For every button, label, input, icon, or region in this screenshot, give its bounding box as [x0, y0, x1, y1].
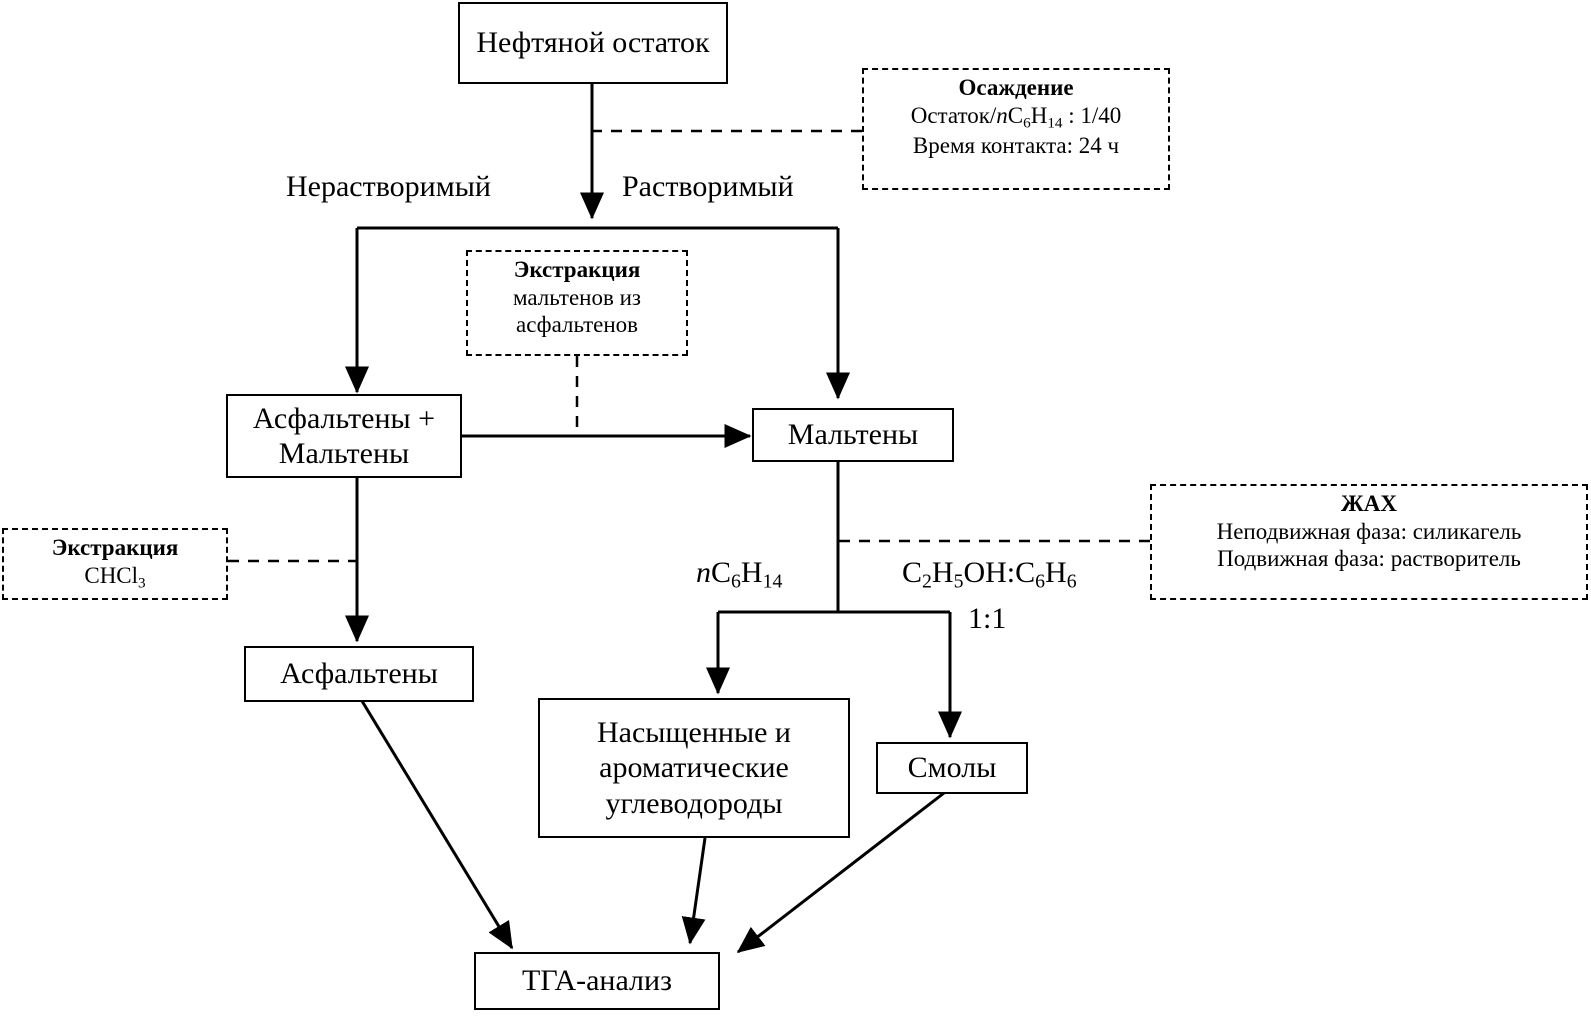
edge-label-eluent-ratio: 1:1 [968, 602, 1007, 635]
node-resins-label: Смолы [907, 751, 997, 785]
node-asphaltenes-maltenes-label: Асфальтены + Мальтены [252, 401, 436, 470]
node-asphaltenes-maltenes[interactable] [226, 394, 462, 478]
edge-label-soluble: Растворимый [622, 170, 794, 203]
node-asphaltenes-label: Асфальтены [280, 657, 438, 691]
node-tga-analysis-label: ТГА-анализ [522, 964, 672, 998]
note-extraction-maltenes-title: Экстракция [513, 257, 641, 282]
note-liquid-chromatography-line2: Подвижная фаза: растворитель [1217, 546, 1521, 572]
note-precipitation-line2: Время контакта: 24 ч [912, 133, 1120, 159]
note-extraction-maltenes[interactable] [466, 250, 688, 356]
note-liquid-chromatography-line1: Неподвижная фаза: силикагель [1216, 518, 1522, 544]
node-resins[interactable] [876, 742, 1028, 794]
note-extraction-maltenes-line1: мальтенов из [513, 284, 641, 310]
note-liquid-chromatography[interactable] [1150, 484, 1588, 600]
edge-label-insoluble: Нерастворимый [286, 170, 491, 203]
note-precipitation-line1: Остаток/$nC_6H_{14}$ : 1/40 [910, 102, 1122, 131]
node-residue-label: Нефтяной остаток [476, 26, 710, 60]
edge-label-eluent: $C_2H_5OH:C_6H_6$ [902, 556, 1077, 593]
node-asphaltenes[interactable] [244, 646, 474, 702]
note-extraction-chcl3-line1: CHCl$_3$ [84, 562, 146, 591]
note-liquid-chromatography-title: ЖАХ [1341, 491, 1397, 516]
note-extraction-chcl3-title: Экстракция [51, 535, 179, 560]
note-precipitation-title: Осаждение [958, 75, 1074, 100]
note-extraction-maltenes-line2: асфальтенов [515, 312, 639, 338]
node-saturated-aromatic-hydrocarbons-label: Насыщенные и ароматические углеводороды [596, 715, 791, 820]
note-precipitation[interactable] [862, 68, 1170, 190]
node-tga-analysis[interactable] [474, 952, 720, 1010]
node-maltenes-label: Мальтены [787, 418, 919, 452]
note-extraction-chcl3[interactable] [2, 528, 228, 600]
node-residue[interactable] [458, 2, 728, 84]
node-saturated-aromatic-hydrocarbons[interactable] [538, 698, 850, 838]
edge-label-hexane: $nC_6H_{14}$ [696, 556, 783, 593]
node-maltenes[interactable] [752, 408, 954, 462]
